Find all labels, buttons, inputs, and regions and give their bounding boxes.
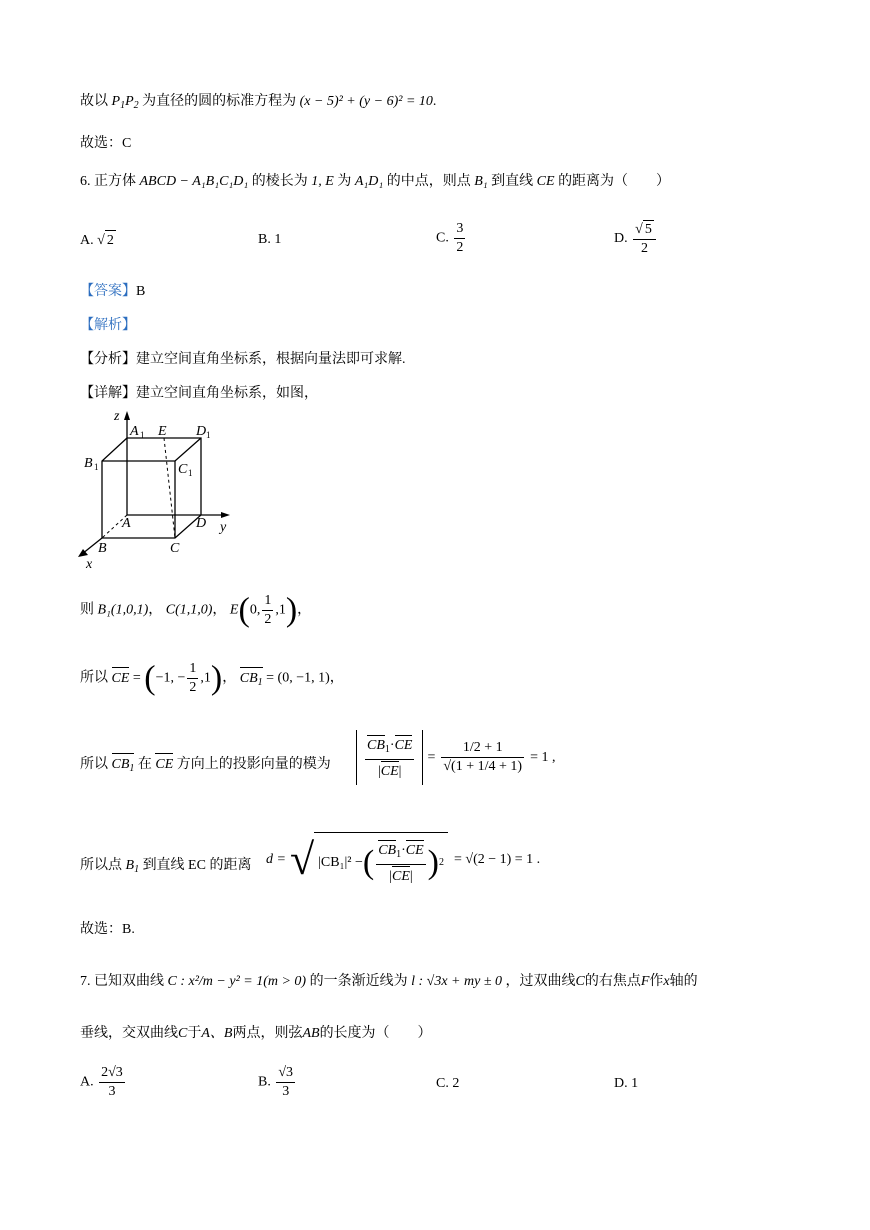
text: 作 [649,974,664,989]
text: 于 [187,1026,202,1041]
label: C. [436,230,449,246]
sub: 1 [396,849,402,860]
projection-formula: $\frac{CB_1\cdot CE}{|CE|}$ = $\frac{1/2 + 1}{√(1 + 1/4 + 1)}$ = 1 , [356,730,555,785]
text: 则 [80,602,94,618]
text: 建立空间直角坐标系，根据向量法即可求解. [136,352,406,367]
label-D: D [196,516,207,531]
vector-cb1 [112,752,135,779]
value: B [136,284,146,299]
val: 0, [249,602,261,618]
fraction [262,592,273,629]
text: 到直线 [491,174,534,189]
text: 的右焦点 [584,974,641,989]
label-B1: B [84,456,93,471]
distance-line [80,856,251,880]
v: CB [367,734,385,755]
paren: ) [285,591,298,629]
sqrt-icon: √ [289,835,315,884]
den: 2 [456,240,464,255]
cube-outline [102,438,201,538]
tag: 【详解】 [80,386,136,401]
label: A. [80,1074,94,1090]
d: d = [266,852,286,867]
den: 3 [282,1084,290,1099]
den: 2 [640,241,648,256]
tag: 【分析】 [80,352,136,367]
dot: · [401,843,406,858]
fraction [276,1064,295,1101]
option-d [614,220,658,258]
z-arrow-icon [124,411,130,420]
fraction [376,839,425,886]
v: CE [395,734,413,755]
coord-b1: B₁(1,0,1) [97,602,149,618]
text: 的中点，则点 [386,174,471,189]
math: AB [302,1026,320,1041]
text: 轴的 [669,974,698,989]
math: x [663,974,670,989]
v: CB [111,757,130,772]
label-E: E [158,424,167,439]
val: −1, − [155,670,186,686]
segment-EC [164,438,175,538]
cube-name: ABCD − A₁B₁C₁D₁ [139,174,249,189]
paren: ) [210,659,223,697]
text: 所以 [80,757,108,772]
sub: 1 [140,430,145,440]
q7-option-d: D. 1 [614,1076,639,1091]
p1p2-label: $P_1P_2$ [111,94,139,111]
text: 的棱长为 [251,174,308,189]
math: A、B [201,1026,233,1041]
label-A1: A [130,424,139,439]
answer-end-6: 故选：B. [80,922,135,937]
text: 的一条渐近线为 [309,974,408,989]
v: B [125,858,135,873]
den: √(1 + 1/4 + 1) [443,759,523,774]
v: CE [381,760,399,781]
label-A: A [122,516,131,531]
text: 建立空间直角坐标系，如图， [136,386,318,401]
num: 1 [187,660,198,679]
text: 到直线 EC 的距离 [142,858,252,873]
edge-top-front [102,438,201,461]
hyperbola-eq: C : x²/m − y² = 1(m > 0) [167,974,307,989]
den: |CE| [376,865,425,886]
answer-6 [80,282,145,302]
text: . [432,94,437,109]
den: 3 [108,1084,116,1099]
label-x: x [86,557,93,572]
asymptote: l : √3x + my ± 0 [411,974,503,989]
num: 3 [454,220,465,239]
answer-line: 故选：C [80,136,132,151]
v: CE [406,839,424,860]
label-C1: C [178,462,188,477]
analysis-heading: 【解析】 [80,318,136,333]
den: 2 [189,680,197,695]
option-b: B. 1 [258,232,282,247]
den: 2 [264,612,272,627]
den: |CE| [365,760,414,781]
val: ,1 [275,602,286,618]
text: 为直径的圆的标准方程为 [142,94,297,109]
cube-figure [70,405,250,575]
sub: 1 [257,676,263,688]
option-a: A. √ 2 [80,230,116,251]
num: √ 5 [633,220,656,240]
fraction [633,220,656,258]
fraction [187,660,198,697]
text: 的长度为（ ） [319,1026,432,1041]
fraction [454,220,465,257]
math: CE [536,174,555,189]
math: C [178,1026,188,1041]
num: 1/2 + 1 [441,739,524,758]
text: 为 [337,174,352,189]
v: CB [378,839,396,860]
text: 垂线，交双曲线 [80,1026,178,1041]
q7-option-a [80,1064,127,1101]
val: ,1 [200,670,211,686]
analysis-line [80,350,406,370]
v: CE [392,865,410,886]
vector-ce: CE [112,666,130,689]
fraction [99,1064,125,1101]
fraction [441,739,524,776]
option-c [436,220,467,257]
text: 两点，则弦 [232,1026,303,1041]
num: √3 [276,1064,295,1083]
text: 的距离为（ ） [558,174,671,189]
sep: ， [222,670,237,686]
sep: ， [329,670,344,686]
question-6 [80,172,670,192]
num: 1 [262,592,273,611]
sep: ， [212,602,227,618]
question-7 [80,972,698,992]
q7-option-b [258,1064,297,1101]
val: = (0, −1, 1) [266,670,330,686]
label-D1: D [196,424,207,439]
sqrt-body: |CB₁|² − ( $\frac{CB_1\cdot CE}{|CE|}$ ) 2 [314,832,448,888]
label: B. [258,1074,271,1090]
eq: = [132,670,145,686]
text: 6. 正方体 [80,174,136,189]
math: F [640,974,650,989]
label: A. [80,233,94,248]
paren: ( [362,843,375,881]
line-conclusion [80,92,436,116]
result: = √(2 − 1) = 1 . [453,852,541,867]
sub: 1 [206,430,211,440]
vector-ce: CE [155,752,173,775]
coord-e: E [229,602,239,618]
sep: ， [148,602,163,618]
num: 2√3 [99,1064,125,1083]
vector-cb1 [240,666,263,693]
math: C [575,974,585,989]
projection-line [80,752,331,779]
vectors-line [80,660,344,697]
sub: 1 [188,468,193,478]
sub: 1 [129,763,135,774]
question-7-line2 [80,1024,432,1044]
tag: 【答案】 [80,284,136,299]
sep: ， [297,602,312,618]
detail-line [80,384,318,404]
label-y: y [220,520,227,535]
text: 在 [137,757,152,772]
label-B: B [98,541,107,556]
sub: 1 [384,744,390,755]
text: ，过双曲线 [505,974,576,989]
text: 7. 已知双曲线 [80,974,164,989]
text: 所以点 [80,858,122,873]
label: D. [614,231,628,247]
y-arrow-icon [221,512,230,518]
circle-equation: (x − 5)² + (y − 6)² = 10 [299,94,433,109]
text: 方向上的投影向量的模为 [176,757,331,772]
coords-line [80,592,311,629]
paren: ( [238,591,250,629]
v: CB [239,670,258,686]
num [365,734,414,760]
math: 1, E [311,174,334,189]
fraction [365,734,414,781]
coord-c: C(1,1,0) [165,602,213,618]
value: 2 [105,230,116,251]
result: = 1 , [530,749,556,765]
label-C: C [170,541,180,556]
inner: |CB₁|² − [318,854,363,870]
abs-bars [356,730,423,785]
num [376,839,425,865]
text: 所以 [80,670,108,686]
value: 5 [644,222,652,237]
math: B₁ [474,174,488,189]
q7-option-c: C. 2 [436,1076,460,1091]
math: A₁D₁ [354,174,384,189]
distance-formula [266,832,540,888]
dot: · [389,738,395,753]
label-z: z [114,409,120,424]
paren: ) [427,843,439,881]
paren: ( [144,659,156,697]
b1 [126,858,140,873]
sub: 1 [94,462,99,472]
sub: 1 [134,864,140,875]
text: 故以 [80,94,108,109]
